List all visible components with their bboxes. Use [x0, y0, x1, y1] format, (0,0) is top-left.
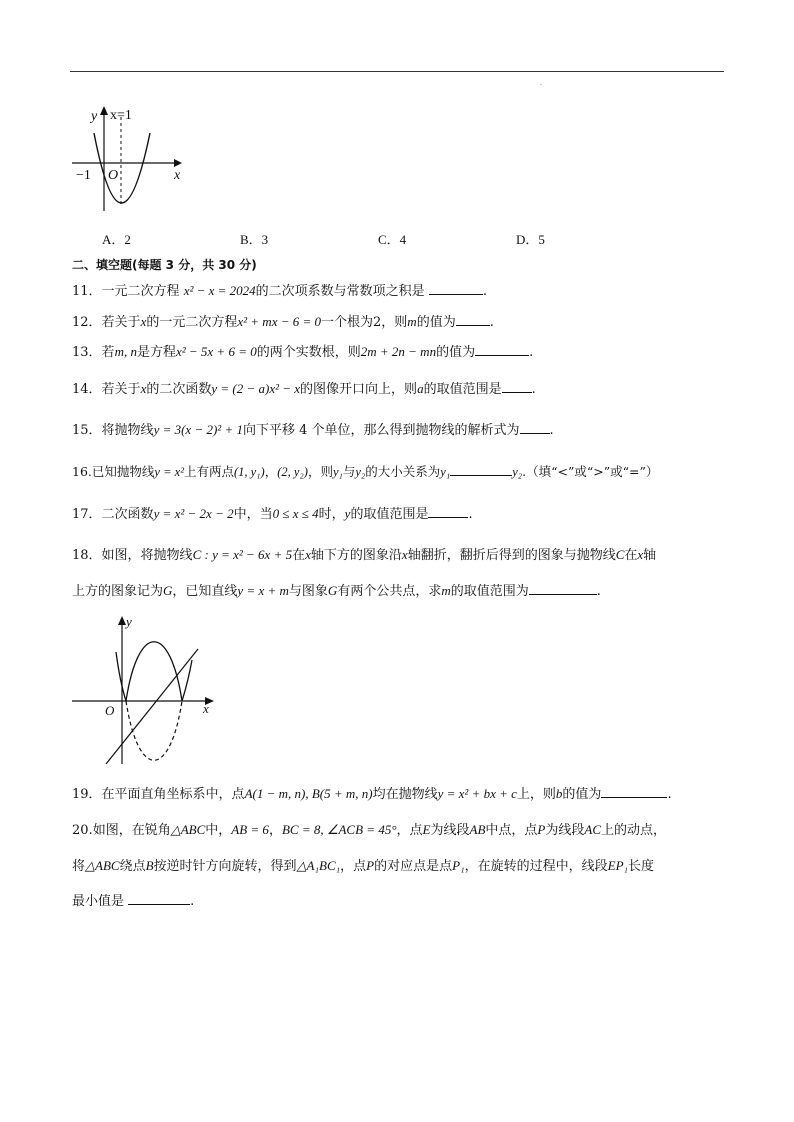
neg-one-label: −1: [76, 168, 91, 183]
x-axis-arrow: [174, 159, 182, 167]
answer-blank-19[interactable]: [601, 785, 667, 798]
question-12: 12．若关于x的一元二次方程x² + mx − 6 = 0一个根为2，则m的值为 .: [72, 314, 494, 330]
answer-blank-14[interactable]: [502, 380, 532, 393]
answer-blank-11[interactable]: [429, 282, 483, 295]
original-dashed-part: [126, 701, 182, 760]
parabola-figure-1: [70, 103, 190, 218]
question-20-line3: 最小值是 .: [72, 894, 195, 909]
header-rule: [70, 71, 724, 72]
parabola-figure-2: [70, 612, 220, 772]
y-axis-label: y: [126, 614, 132, 629]
y-axis-arrow: [118, 616, 126, 625]
question-18-line1: 18．如图，将抛物线C : y = x² − 6x + 5在x轴下方的图象沿x轴翻折，翻折后得到的图象与抛物线C在x轴: [72, 547, 657, 563]
answer-blank-13[interactable]: [475, 343, 529, 356]
y-axis-label: y: [91, 109, 98, 124]
answer-blank-12[interactable]: [456, 313, 490, 326]
answer-blank-20[interactable]: [128, 892, 190, 905]
flipped-arch: [126, 642, 182, 701]
answer-blank-18[interactable]: [529, 582, 597, 595]
question-20-line2: 将△ABC绕点B按逆时针方向旋转，得到△A₁BC₁，点P的对应点是点P₁，在旋转的过程中，线段EP₁长度: [72, 858, 655, 874]
line-y-x-m: [106, 649, 198, 764]
question-18-line2: 上方的图象记为G，已知直线y = x + m与图象G有两个公共点，求m的取值范围为 .: [72, 583, 601, 599]
x-axis-label: x: [203, 701, 209, 716]
question-13: 13．若m, n是方程x² − 5x + 6 = 0的两个实数根，则2m + 2n − mn的值为 .: [72, 344, 534, 360]
parabola-curve: [94, 133, 150, 203]
option-c[interactable]: C．4: [378, 232, 407, 247]
origin-label: O: [108, 168, 119, 183]
answer-blank-15[interactable]: [520, 421, 550, 434]
question-20-line1: 20.如图，在锐角△ABC中，AB = 6，BC = 8, ∠ACB = 45°，点E为线段AB中点，点P为线段AC上的动点，: [72, 822, 667, 838]
origin-label: O: [105, 703, 115, 718]
answer-blank-17[interactable]: [428, 505, 468, 518]
answer-blank-16[interactable]: [450, 463, 512, 476]
question-17: 17．二次函数y = x² − 2x − 2中，当0 ≤ x ≤ 4时，y的取值范围是 .: [72, 506, 473, 522]
symmetry-label: x=1: [110, 108, 132, 123]
option-b[interactable]: B．3: [240, 232, 269, 247]
question-14: 14．若关于x的二次函数y = (2 − a)x² − x的图像开口向上，则a的取值范围是 .: [72, 381, 536, 397]
question-15: 15．将抛物线y = 3(x − 2)² + 1向下平移 4 个单位，那么得到抛物线的解析式为 .: [72, 422, 554, 438]
section-title: 二、填空题(每题 3 分，共 30 分): [72, 258, 257, 272]
question-11: 11．一元二次方程 x² − x = 2024的二次项系数与常数项之积是 .: [72, 283, 487, 299]
option-d[interactable]: D．5: [516, 232, 545, 247]
question-19: 19．在平面直角坐标系中，点A(1 − m, n), B(5 + m, n)均在抛物线y = x² + bx + c上，则b的值为 .: [72, 786, 672, 802]
x-axis-label: x: [174, 168, 181, 183]
header-mark: .: [540, 80, 542, 87]
question-16: 16.已知抛物线y = x²上有两点(1, y₁)，(2, y₂)，则y₁与y₂的大小关系为y₁ y₂.（填“<”或“>”或“=”）: [72, 464, 659, 479]
parabola-left-branch: [116, 652, 126, 701]
y-axis-arrow: [100, 106, 108, 115]
option-a[interactable]: A．2: [102, 232, 131, 247]
parabola-right-branch: [182, 660, 192, 701]
